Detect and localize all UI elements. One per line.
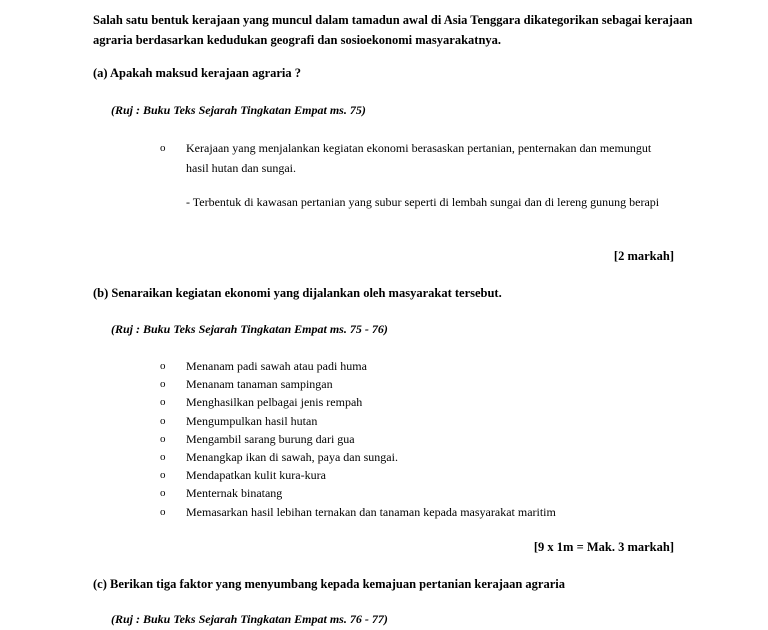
answer-list-a — [160, 138, 676, 178]
list-item-text: Mengambil sarang burung dari gua — [186, 431, 355, 446]
list-item — [160, 430, 556, 448]
list-item-text: Memasarkan hasil lebihan ternakan dan tanaman kepada masyarakat maritim — [186, 504, 556, 519]
question-a: (a) Apakah maksud kerajaan agraria ? — [93, 66, 302, 80]
list-item-text: Menanam tanaman sampingan — [186, 377, 333, 392]
list-item-text: Menanam padi sawah atau padi huma — [186, 359, 367, 373]
reference-b: (Ruj : Buku Teks Sejarah Tingkatan Empat ms. 75 - 76) — [111, 322, 388, 336]
list-item — [160, 375, 556, 393]
bullet-icon: o — [160, 360, 166, 372]
list-item — [160, 357, 556, 375]
marks-a: [2 markah] — [613, 249, 674, 263]
list-item — [160, 393, 556, 411]
intro-paragraph: Salah satu bentuk kerajaan yang muncul dalam tamadun awal di Asia Tenggara dikategorikan sebagai kerajaan agraria berdasarkan kedudukan geografi dan sosioekonomi masyarakatnya. — [93, 13, 693, 47]
bullet-icon: o — [160, 142, 166, 154]
list-item — [160, 484, 556, 502]
bullet-icon: o — [160, 487, 166, 500]
bullet-icon: o — [160, 450, 166, 463]
bullet-icon: o — [160, 396, 166, 409]
list-item — [160, 466, 556, 484]
question-c: (c) Berikan tiga faktor yang menyumbang kepada kemajuan pertanian kerajaan agraria — [93, 577, 566, 591]
list-item — [160, 412, 556, 430]
answer-text: Kerajaan yang menjalankan kegiatan ekonomi berasaskan pertanian, penternakan dan memungut hasil hutan dan sungai. — [186, 141, 652, 175]
bullet-icon: o — [160, 505, 166, 518]
reference-c: (Ruj : Buku Teks Sejarah Tingkatan Empat ms. 76 - 77) — [111, 612, 388, 626]
list-item-text: Menghasilkan pelbagai jenis rempah — [186, 395, 363, 410]
bullet-icon: o — [160, 378, 166, 391]
list-item-text: Menternak binatang — [186, 486, 283, 501]
answer-list-b — [160, 357, 556, 521]
list-item-text: Mendapatkan kulit kura-kura — [186, 468, 326, 483]
answer-note-a: - Terbentuk di kawasan pertanian yang subur seperti di lembah sungai dan di lereng gunung berapi — [186, 195, 660, 209]
bullet-icon: o — [160, 432, 166, 445]
list-item — [160, 448, 556, 466]
bullet-icon: o — [160, 469, 166, 482]
bullet-icon: o — [160, 414, 166, 427]
question-b: (b) Senaraikan kegiatan ekonomi yang dijalankan oleh masyarakat tersebut. — [93, 286, 502, 300]
marks-b: [9 x 1m = Mak. 3 markah] — [533, 540, 674, 554]
list-item — [160, 138, 676, 178]
list-item — [160, 503, 556, 521]
reference-a: (Ruj : Buku Teks Sejarah Tingkatan Empat ms. 75) — [111, 103, 366, 117]
list-item-text: Menangkap ikan di sawah, paya dan sungai. — [186, 449, 398, 464]
list-item-text: Mengumpulkan hasil hutan — [186, 413, 318, 428]
